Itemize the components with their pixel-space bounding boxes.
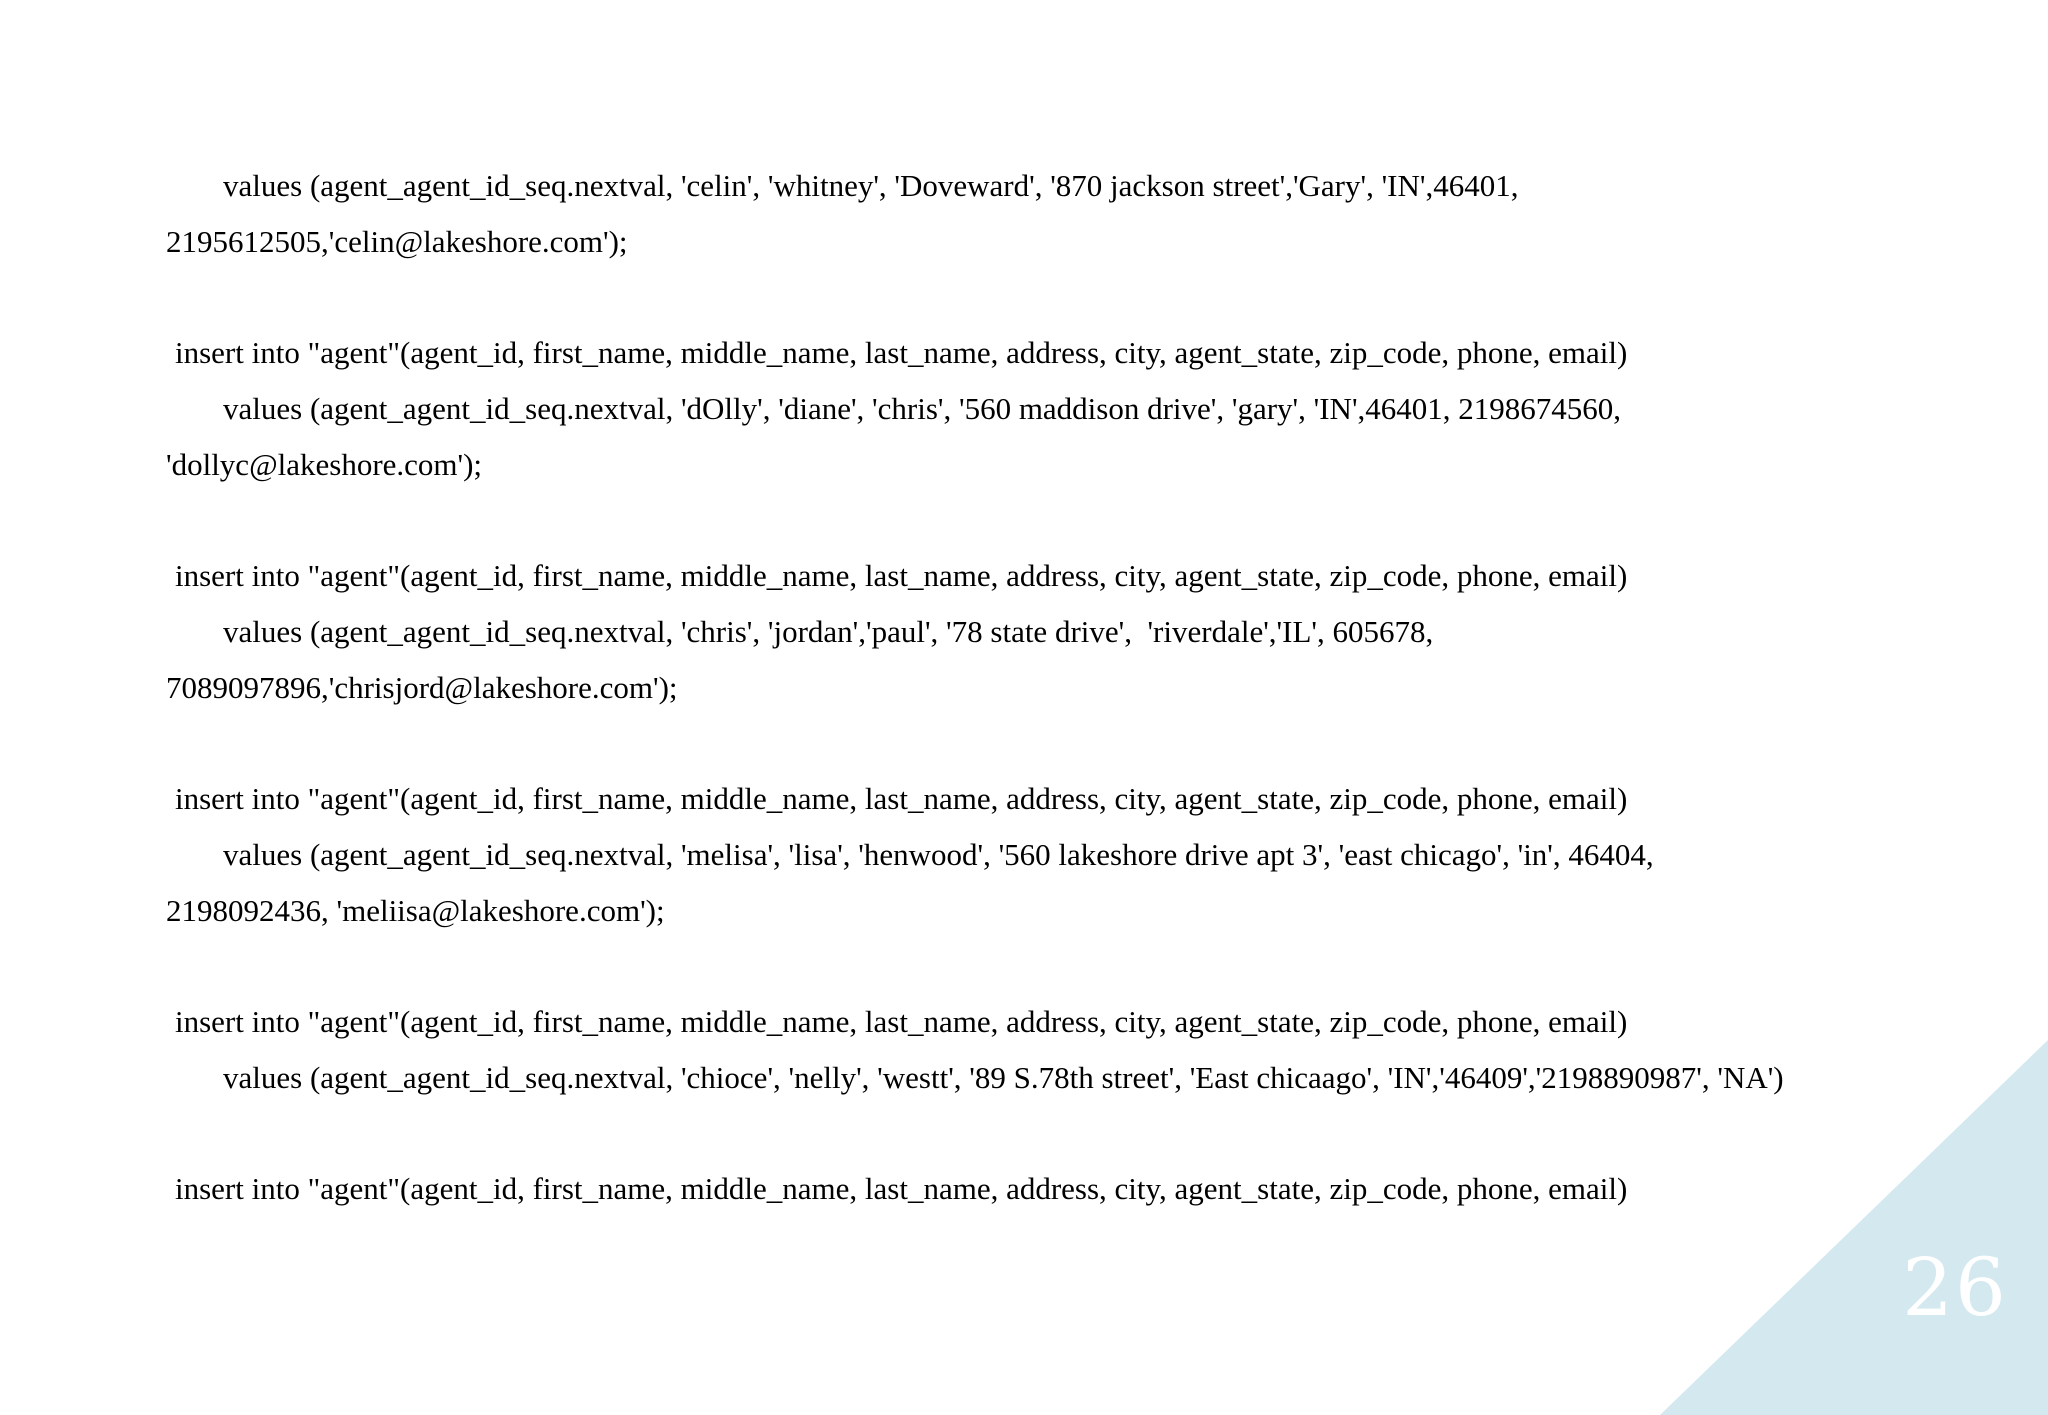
code-line-values-1: values (agent_agent_id_seq.nextval, 'celin', 'whitney', 'Doveward', '870 jackson street','Gary', 'IN',46401, — [223, 168, 1519, 203]
code-line-values-4: values (agent_agent_id_seq.nextval, 'melisa', 'lisa', 'henwood', '560 lakeshore drive apt 3', 'east chicago', 'in', 46404, — [223, 837, 1654, 872]
code-line-continuation-3: 7089097896,'chrisjord@lakeshore.com'); — [166, 670, 678, 705]
code-line-insert-5: insert into "agent"(agent_id, first_name, middle_name, last_name, address, city, agent_state, zip_code, phone, email) — [175, 1171, 1628, 1206]
page-number: 26 — [1902, 1241, 2008, 1334]
code-line-continuation-2: 'dollyc@lakeshore.com'); — [166, 447, 483, 482]
code-line-values-3: values (agent_agent_id_seq.nextval, 'chris', 'jordan','paul', '78 state drive', 'riverdale','IL', 605678, — [223, 614, 1434, 649]
code-line-insert-1: insert into "agent"(agent_id, first_name, middle_name, last_name, address, city, agent_state, zip_code, phone, email) — [175, 335, 1628, 370]
code-line-continuation-1: 2195612505,'celin@lakeshore.com'); — [166, 224, 628, 259]
code-line-values-2: values (agent_agent_id_seq.nextval, 'dOlly', 'diane', 'chris', '560 maddison drive', 'gary', 'IN',46401, 2198674560, — [223, 391, 1622, 426]
code-line-insert-4: insert into "agent"(agent_id, first_name, middle_name, last_name, address, city, agent_state, zip_code, phone, email) — [175, 1004, 1628, 1039]
code-line-insert-3: insert into "agent"(agent_id, first_name, middle_name, last_name, address, city, agent_state, zip_code, phone, email) — [175, 781, 1628, 816]
code-line-continuation-4: 2198092436, 'meliisa@lakeshore.com'); — [166, 893, 665, 928]
code-line-insert-2: insert into "agent"(agent_id, first_name, middle_name, last_name, address, city, agent_state, zip_code, phone, email) — [175, 558, 1628, 593]
code-line-values-5: values (agent_agent_id_seq.nextval, 'chioce', 'nelly', 'westt', '89 S.78th street', 'East chicaago', 'IN','46409','2198890987', 'NA') — [223, 1060, 1784, 1095]
